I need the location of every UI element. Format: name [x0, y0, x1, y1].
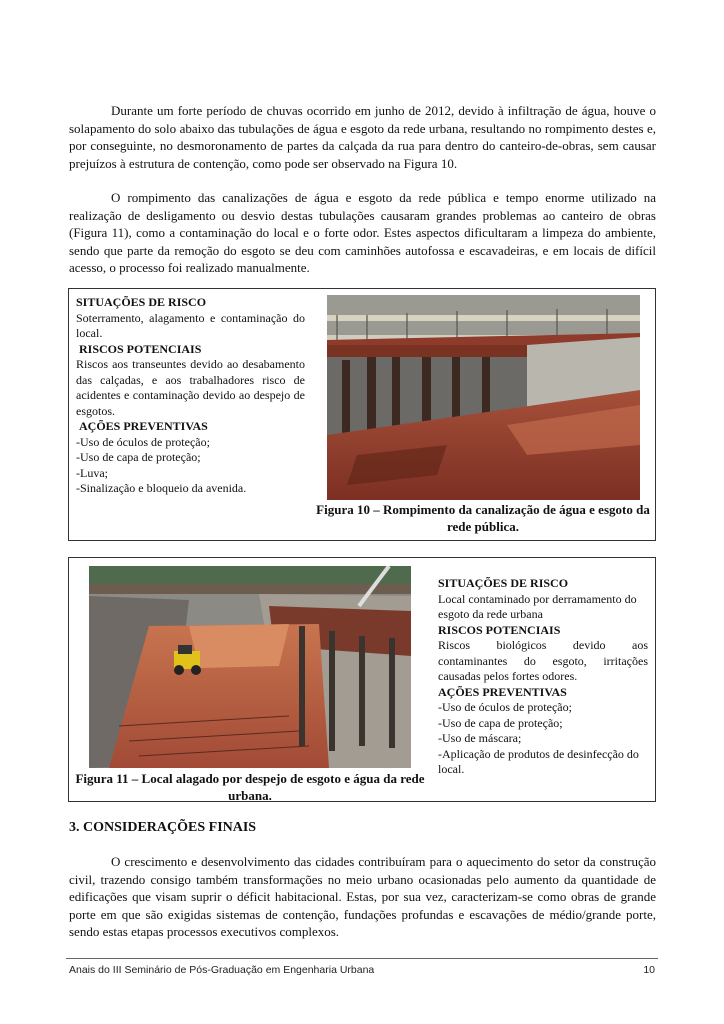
- figure-11-photo: [89, 566, 411, 768]
- risk-box-figure-10: [68, 288, 656, 541]
- intro-paragraph-1: Durante um forte período de chuvas ocorrido em junho de 2012, devido à infiltração de água, houve o solapamento do solo abaixo das tubulações de água e esgoto da rede urbana, resultando no rompimento destes e, por conseguinte, no desmoronamento de partes da calçada da rua para dentro do canteiro-de-obras, sem causar prejuízos à estrutura de contenção, como pode ser observado na Figura 10.: [69, 103, 656, 171]
- intro-paragraph-2: O rompimento das canalizações de água e esgoto da rede pública e tempo enorme utilizado na realização de desligamento ou desvio destas tubulações causaram grandes problemas ao canteiro de obras (Figura 11), como a contaminação do local e o forte odor. Estes aspectos dificultaram a limpeza do ambiente, sendo que parte da remoção do esgoto se deu com caminhões autofossa e escavadeiras, e em locais de difícil acesso, o processo foi realizado manualmente.: [69, 190, 656, 275]
- flooded-site-photo-icon: [89, 566, 411, 768]
- heading-situations: SITUAÇÕES DE RISCO: [76, 295, 207, 309]
- risk-panel-2: [438, 576, 648, 778]
- risks-text: Riscos aos transeuntes devido ao desabamento das calçadas, e aos trabalhadores risco de acidentes e contaminação devido ao despejo de esgotos.: [76, 357, 305, 418]
- section-title: 3. CONSIDERAÇÕES FINAIS: [69, 820, 257, 835]
- situations-text: Soterramento, alagamento e contaminação do local.: [76, 310, 305, 340]
- action-item: -Uso de óculos de proteção;: [438, 700, 572, 714]
- action-item: -Aplicação de produtos de desinfecção do local.: [438, 746, 639, 776]
- footer-journal-title: Anais do III Seminário de Pós-Graduação em Engenharia Urbana: [69, 964, 375, 976]
- action-item: -Uso de capa de proteção;: [438, 715, 563, 730]
- risk-box-figure-11: [68, 557, 656, 802]
- risk-panel-1: [76, 295, 305, 497]
- figure-10-caption: Figura 10 – Rompimento da canalização de água e esgoto da rede pública.: [316, 502, 650, 534]
- footer-divider: [66, 958, 658, 959]
- action-item: -Luva;: [76, 465, 108, 480]
- figure-10-photo: [327, 295, 640, 500]
- heading-actions: AÇÕES PREVENTIVAS: [79, 419, 208, 433]
- excavation-photo-icon: [327, 295, 640, 500]
- heading-situations: SITUAÇÕES DE RISCO: [438, 576, 569, 590]
- situations-text: Local contaminado por derramamento do esgoto da rede urbana: [438, 591, 637, 621]
- figure-11-caption: Figura 11 – Local alagado por despejo de esgoto e água da rede urbana.: [75, 771, 425, 803]
- heading-risks: RISCOS POTENCIAIS: [79, 341, 202, 356]
- section-paragraph-1: O crescimento e desenvolvimento das cidades contribuíram para o aquecimento do setor da construção civil, trazendo consigo também transformações no meio urbano ocasionadas pelo aumento da quantidade de edificações que visam suprir o déficit habitacional. Estas, por sua vez, caracterizam-se como obras de grande porte em que são exigidas sistemas de contenção, fundações profundas e escavações de médio/grande porte, sendo estas etapas processos executivos complexos.: [69, 854, 656, 939]
- page-number: 10: [643, 964, 655, 976]
- action-item: -Uso de máscara;: [438, 731, 522, 745]
- heading-actions: AÇÕES PREVENTIVAS: [438, 684, 567, 699]
- action-item: -Sinalização e bloqueio da avenida.: [76, 481, 247, 495]
- risks-text: Riscos biológicos devido aos contaminantes do esgoto, irritações causadas pelos fortes odores.: [438, 638, 648, 683]
- heading-risks: RISCOS POTENCIAIS: [438, 622, 561, 637]
- action-item: -Uso de óculos de proteção;: [76, 434, 210, 449]
- action-item: -Uso de capa de proteção;: [76, 450, 201, 464]
